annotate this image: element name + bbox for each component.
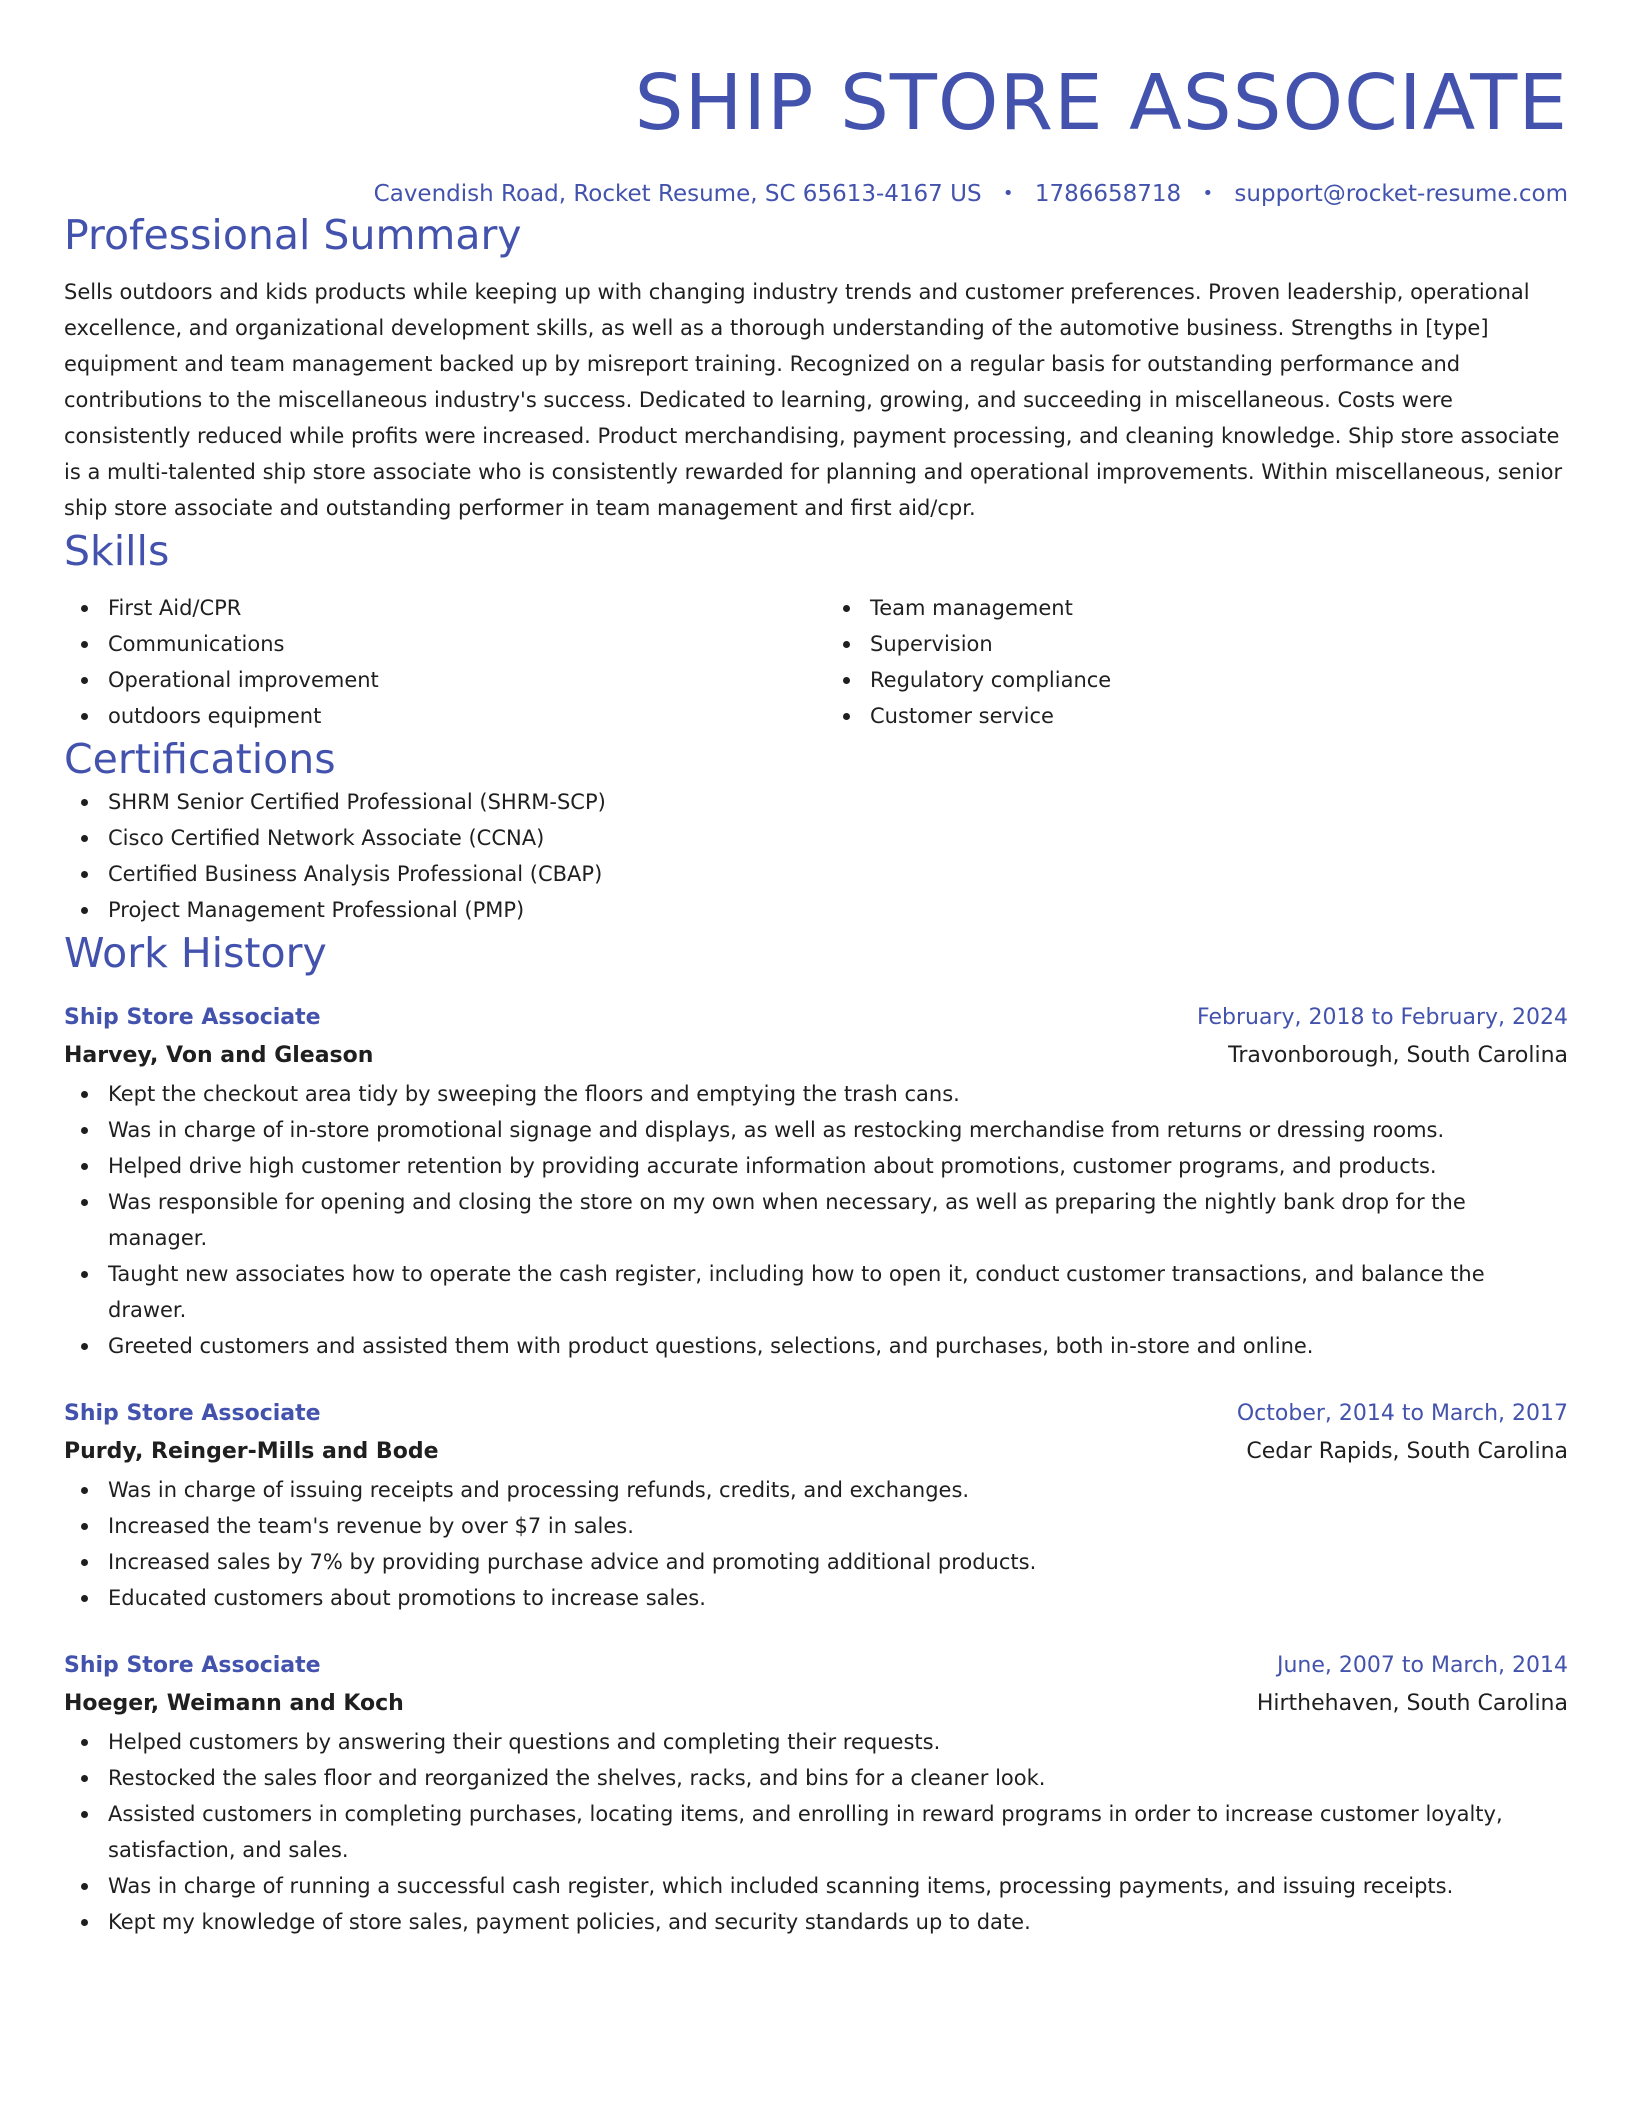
job-title: Ship Store Associate: [64, 1401, 321, 1426]
job-duty: Was responsible for opening and closing the store on my own when necessary, as well as preparing the nightly bank drop for the manager.: [64, 1184, 1568, 1256]
job-location: Cedar Rapids, South Carolina: [1246, 1439, 1568, 1464]
skills-list-right: [826, 590, 1568, 734]
job-duty: Kept my knowledge of store sales, payment policies, and security standards up to date.: [64, 1904, 1568, 1940]
skills-grid: [64, 590, 1568, 734]
certification-item: SHRM Senior Certified Professional (SHRM-SCP): [64, 784, 1568, 820]
skill-item: Communications: [64, 626, 806, 662]
job-duty: Greeted customers and assisted them with product questions, selections, and purchases, both in-store and online.: [64, 1328, 1568, 1364]
skill-item: outdoors equipment: [64, 698, 806, 734]
job-duty: Was in charge of issuing receipts and processing refunds, credits, and exchanges.: [64, 1472, 1568, 1508]
skill-item: Regulatory compliance: [826, 662, 1568, 698]
job-duties-list: [64, 1472, 1568, 1616]
job-title: Ship Store Associate: [64, 1653, 321, 1678]
skill-item: Supervision: [826, 626, 1568, 662]
job-header-row: [64, 1000, 1568, 1036]
certifications-heading: Certifications: [64, 735, 336, 783]
job-entry: [64, 1000, 1568, 1364]
certification-item: Cisco Certified Network Associate (CCNA): [64, 820, 1568, 856]
job-company: Harvey, Von and Gleason: [64, 1043, 374, 1068]
contact-address: Cavendish Road, Rocket Resume, SC 65613-4167 US: [373, 181, 982, 207]
job-location: Travonborough, South Carolina: [1228, 1043, 1568, 1068]
contact-separator: •: [1002, 183, 1014, 204]
job-duty: Increased the team's revenue by over $7 in sales.: [64, 1508, 1568, 1544]
job-duty: Increased sales by 7% by providing purchase advice and promoting additional products.: [64, 1544, 1568, 1580]
job-location: Hirthehaven, South Carolina: [1256, 1691, 1568, 1716]
skill-item: Operational improvement: [64, 662, 806, 698]
job-title: Ship Store Associate: [64, 1005, 321, 1030]
job-entry: [64, 1648, 1568, 1940]
certifications-list: [64, 784, 1568, 928]
job-company-row: [64, 1036, 1568, 1076]
job-dates: October, 2014 to March, 2017: [1236, 1401, 1568, 1426]
job-company-row: [64, 1432, 1568, 1472]
job-dates: February, 2018 to February, 2024: [1197, 1005, 1568, 1030]
job-header-row: [64, 1648, 1568, 1684]
job-duties-list: [64, 1076, 1568, 1364]
certification-item: Project Management Professional (PMP): [64, 892, 1568, 928]
job-dates: June, 2007 to March, 2014: [1277, 1653, 1568, 1678]
job-duty: Helped customers by answering their questions and completing their requests.: [64, 1724, 1568, 1760]
job-duty: Assisted customers in completing purchases, locating items, and enrolling in reward programs in order to increase customer loyalty, satisfaction, and sales.: [64, 1796, 1568, 1868]
job-duty: Educated customers about promotions to increase sales.: [64, 1580, 1568, 1616]
contact-separator: •: [1202, 183, 1214, 204]
skill-item: Team management: [826, 590, 1568, 626]
job-duty: Was in charge of in-store promotional signage and displays, as well as restocking merchandise from returns or dressing rooms.: [64, 1112, 1568, 1148]
job-company: Purdy, Reinger-Mills and Bode: [64, 1439, 439, 1464]
job-duty: Was in charge of running a successful cash register, which included scanning items, processing payments, and issuing receipts.: [64, 1868, 1568, 1904]
summary-heading: Professional Summary: [64, 211, 522, 259]
job-company-row: [64, 1684, 1568, 1724]
summary-text: Sells outdoors and kids products while keeping up with changing industry trends and customer preferences. Proven leadership, operational excellence, and organizational development skills, as well as a thorough understanding of the automotive business. Strengths in [type] equipment and team management backed up by misreport training. Recognized on a regular basis for outstanding performance and contributions to the miscellaneous industry's success. Dedicated to learning, growing, and succeeding in miscellaneous. Costs were consistently reduced while profits were increased. Product merchandising, payment processing, and cleaning knowledge. Ship store associate is a multi-talented ship store associate who is consistently rewarded for planning and operational improvements. Within miscellaneous, senior ship store associate and outstanding performer in team management and first aid/cpr.: [64, 280, 1563, 520]
resume-page: [64, 0, 1568, 1940]
job-header-row: [64, 1396, 1568, 1432]
job-duties-list: [64, 1724, 1568, 1940]
contact-phone: 1786658718: [1034, 181, 1182, 207]
job-duty: Restocked the sales floor and reorganized the shelves, racks, and bins for a cleaner look.: [64, 1760, 1568, 1796]
work-history-heading: Work History: [64, 929, 327, 977]
job-duty: Helped drive high customer retention by providing accurate information about promotions, customer programs, and products.: [64, 1148, 1568, 1184]
resume-name: SHIP STORE ASSOCIATE: [634, 59, 1568, 148]
contact-email: support@rocket-resume.com: [1234, 181, 1568, 207]
contact-line: [64, 178, 1568, 210]
skills-heading: Skills: [64, 527, 170, 575]
job-duty: Kept the checkout area tidy by sweeping the floors and emptying the trash cans.: [64, 1076, 1568, 1112]
skill-item: Customer service: [826, 698, 1568, 734]
job-duty: Taught new associates how to operate the cash register, including how to open it, conduct customer transactions, and balance the drawer.: [64, 1256, 1568, 1328]
job-company: Hoeger, Weimann and Koch: [64, 1691, 404, 1716]
certification-item: Certified Business Analysis Professional (CBAP): [64, 856, 1568, 892]
skill-item: First Aid/CPR: [64, 590, 806, 626]
skills-list-left: [64, 590, 806, 734]
job-entry: [64, 1396, 1568, 1616]
